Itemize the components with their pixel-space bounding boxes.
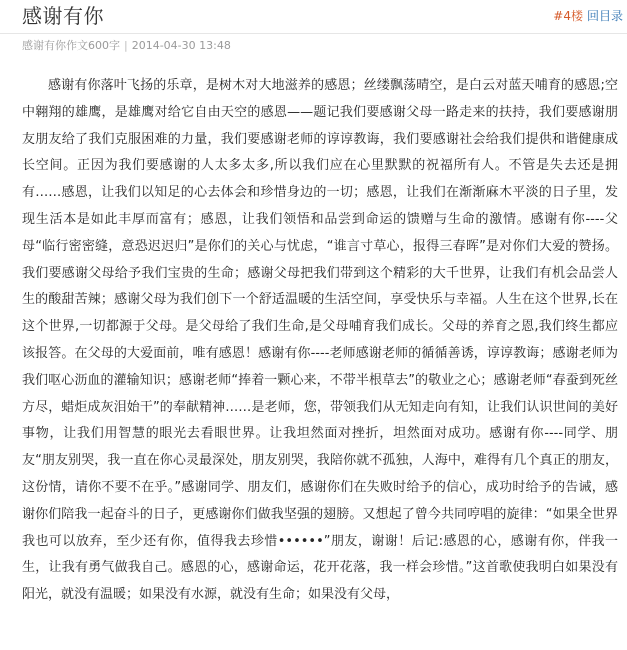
back-to-index-link[interactable]: 回目录 — [586, 9, 623, 23]
post-meta — [22, 39, 231, 53]
article-body: 感谢有你落叶飞扬的乐章，是树木对大地滋养的感恩；丝缕飘荡晴空，是白云对蓝天哺育的感恩;空中翱翔的雄鹰，是雄鹰对给它自由天空的感恩——题记我们要感谢父母一路走来的扶持，我们要感谢朋友朋友给了我们克服困难的力量，我们要感谢老师的谆谆教诲，我们要感谢社会给我们提供和谐健康成长空间。正因为我们要感谢的人太多太多,所以我们应在心里默默的祝福所有人。不管是失去还是拥有……感恩，让我们以知足的心去体会和珍惜身边的一切；感恩，让我们在渐渐麻木平淡的日子里，发现生活本是如此丰厚而富有；感恩，让我们领悟和品尝到命运的馈赠与生命的激情。感谢有你----父母“临行密密缝，意恐迟迟归”是你们的关心与忧虑，“谁言寸草心，报得三春晖”是对你们大爱的赞扬。我们要感谢父母给予我们宝贵的生命；感谢父母把我们带到这个精彩的大千世界，让我们有机会品尝人生的酸甜苦辣；感谢父母为我们创下一个舒适温暖的生活空间，享受快乐与幸福。人生在这个世界,长在这个世界,一切都源于父母。是父母给了我们生命,是父母哺育我们成长。父母的养育之恩,我们终生都应该报答。在父母的大爱面前，唯有感恩！感谢有你----老师感谢老师的循循善诱，谆谆教诲；感谢老师为我们呕心沥血的灌输知识；感谢老师“捧着一颗心来，不带半根草去”的敬业之心；感谢老师“春蚕到死丝方尽，蜡炬成灰泪始干”的奉献精神……是老师，您，带领我们从无知走向有知，让我们认识世间的美好事物，让我们用智慧的眼光去看眼世界。让我坦然面对挫折，坦然面对成功。感谢有你----同学、朋友“朋友别哭，我一直在你心灵最深处，朋友别哭，我陪你就不孤独，人海中，难得有几个真正的朋友，这份情，请你不要不在乎。”感谢同学、朋友们，感谢你们在失败时给予的信心，成功时给予的告诫，感谢你们陪我一起奋斗的日子，更感谢你们做我坚强的翅膀。又想起了曾今共同哼唱的旋律：“如果全世界我也可以放弃，至少还有你，值得我去珍惜••••••”朋友，谢谢！后记:感恩的心，感谢有你，伴我一生，让我有勇气做我自己。感恩的心，感谢命运，花开花落，我一样会珍惜。”这首歌使我明白如果没有阳光，就没有温暖；如果没有水源，就没有生命；如果没有父母， — [22, 78, 618, 603]
post-date: 2014-04-30 13:48 — [131, 39, 231, 52]
floor-number: #4楼 — [553, 9, 583, 23]
post-category: 感谢有你作文600字 — [22, 39, 120, 52]
post-header — [0, 0, 627, 34]
meta-separator: | — [124, 39, 128, 52]
post-title: 感谢有你 — [22, 4, 104, 28]
